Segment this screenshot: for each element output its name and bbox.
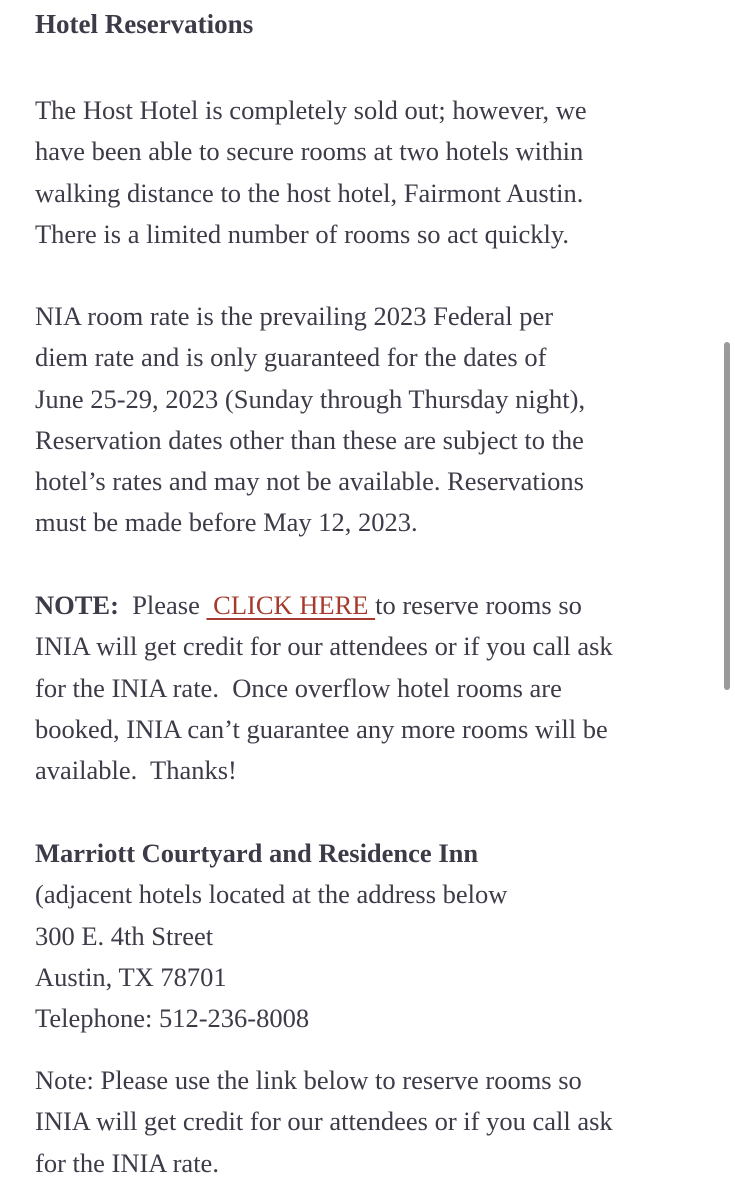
- rate-line: NIA room rate is the prevailing 2023 Federal per: [35, 301, 554, 331]
- rate-line: diem rate and is only guaranteed for the dates of: [35, 342, 547, 373]
- rate-line: hotel’s rates and may not be available. Reservations: [35, 466, 584, 497]
- intro-paragraph: [35, 90, 715, 255]
- hotel-phone: Telephone: 512-236-8008: [35, 1003, 310, 1034]
- hotel-city: Austin, TX 78701: [35, 961, 227, 992]
- intro-line: There is a limited number of rooms so act quickly.: [35, 218, 570, 249]
- note-paragraph: [35, 585, 715, 791]
- rate-line: must be made before May 12, 2023.: [35, 507, 418, 538]
- hotel-name: Marriott Courtyard and Residence Inn: [35, 838, 479, 868]
- note-line: available. Thanks!: [35, 755, 237, 786]
- intro-line: walking distance to the host hotel, Fairmont Austin.: [35, 177, 584, 208]
- rate-line: Reservation dates other than these are subject to the: [35, 424, 584, 455]
- note2-line: Note: Please use the link below to reserve rooms so: [35, 1065, 582, 1095]
- page-title: Hotel Reservations: [35, 9, 254, 39]
- intro-line: have been able to secure rooms at two hotels within: [35, 136, 584, 167]
- intro-line: The Host Hotel is completely sold out; however, we: [35, 95, 587, 125]
- rate-line: June 25-29, 2023 (Sunday through Thursday night),: [35, 383, 586, 414]
- note2-paragraph: [35, 1060, 715, 1184]
- note-label: NOTE:: [35, 590, 119, 620]
- note-line: booked, INIA can’t guarantee any more rooms will be: [35, 713, 608, 744]
- note-text: to reserve rooms so: [375, 590, 582, 620]
- hotel-description: (adjacent hotels located at the address below: [35, 879, 508, 910]
- hotel-block: [35, 833, 715, 1039]
- note-line: INIA will get credit for our attendees or if you call ask: [35, 631, 613, 662]
- rate-paragraph: [35, 296, 715, 544]
- vertical-scrollbar[interactable]: [724, 342, 730, 690]
- note2-line: INIA will get credit for our attendees or if you call ask: [35, 1106, 613, 1137]
- note-text: Please: [118, 590, 207, 620]
- note-line: for the INIA rate. Once overflow hotel rooms are: [35, 672, 562, 703]
- hotel-street: 300 E. 4th Street: [35, 920, 214, 951]
- click-here-link[interactable]: CLICK HERE: [206, 590, 376, 620]
- note2-line: for the INIA rate.: [35, 1147, 219, 1178]
- note-first-line: [35, 585, 715, 626]
